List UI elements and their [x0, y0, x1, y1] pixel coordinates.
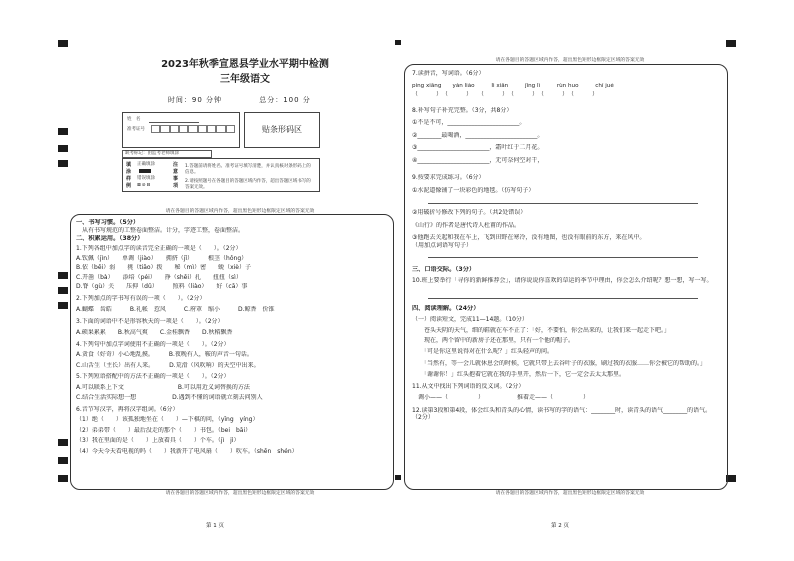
- question-line: 「可是你这里说得对在什么呢？」红头轻声的问。: [412, 348, 554, 356]
- question-line: 3.下面的词语中不是形容秋天的一项是（ ）。（2分）: [76, 317, 224, 325]
- answer-line[interactable]: [428, 295, 698, 299]
- notes-char: 项: [173, 183, 179, 189]
- page-number: 第 1 页: [206, 523, 224, 529]
- question-line: 一、书写习惯。（5分）: [76, 219, 140, 226]
- registration-mark: [58, 145, 68, 152]
- question-line: ①水泥道像铺了一块彩色的地毯。（仿写句子）: [412, 186, 535, 194]
- note-2: 2.请按照题号在各题目的答题区域内作答，超出答题区域书写的答案无效。: [185, 179, 311, 190]
- answer-area-notice: 请在各题目的答题区域内作答，超出黑色矩形边框限定区域的答案无效: [495, 58, 645, 63]
- correct-fill-label: 正确填涂: [137, 162, 155, 167]
- question-line: A.钦佩（jìn） 单调（jiào） 拥挤（jǐ） 根茎（hǒng）: [76, 254, 248, 262]
- question-line: 现在，两个留中的新房子还在那里，只有一个他的帽子。: [412, 336, 575, 344]
- answer-area-notice: 请在各题目的答题区域内作答，超出黑色矩形边框限定区域的答案无效: [165, 491, 315, 496]
- answer-area-notice: 请在各题目的答题区域内作答，超出黑色矩形边框限定区域的答案无效: [165, 209, 315, 214]
- question-line: C.山舌生（主长）出有人来。 D.荒滑（风吹响）的天空中出来。: [76, 361, 260, 369]
- answer-brackets-row[interactable]: （ ） （ ） （ ） （ ） （ ） （ ）: [412, 91, 599, 99]
- answer-line[interactable]: [428, 254, 698, 258]
- question-line: 11.从文中找出下列词语的反义词。（2分）: [412, 382, 525, 390]
- question-line: （2）弟弟带（ ）最后没走的那个（ ）书包。（bei bāi）: [76, 426, 252, 434]
- left-questions: [76, 219, 388, 455]
- question-line: 「谢谢你！」红头抱着它就在我的手里开，然后一下，它一定会去太太那里。: [412, 371, 626, 379]
- question-line: A.贪食（好奇）小心地乱摸。 B.夜晚有人，鞍的声音一句话。: [76, 351, 253, 358]
- registration-mark: [58, 302, 68, 309]
- fill-char: 例: [126, 183, 132, 189]
- name-field[interactable]: [149, 117, 199, 123]
- question-line: 10.班上要举行「寻你的新鲜推荐会」，请你说说你喜欢的草运的季节中理由，你会怎么介绍呢？想一想，写一写。: [412, 277, 713, 285]
- question-line: 二、积累运用。（38分）: [76, 235, 144, 243]
- question-line: 2.下列加点的字书写有误的一项（ ）。（2分）: [76, 294, 206, 302]
- registration-mark: [58, 272, 68, 279]
- registration-mark: [395, 40, 401, 45]
- question-line: 苍头天阴的天气，细的鞋就在车不正了：「好，不要怕，你会出来的，让我们来一起走下吧。」: [412, 327, 671, 335]
- wrong-fill-label: 错误填涂: [137, 176, 155, 181]
- fill-char: 样: [126, 176, 132, 182]
- note-1: 1.答题前请将姓名、准考证号填写清楚，并认真核对条形码上的信息。: [185, 164, 311, 175]
- id-label: 准考证号: [127, 127, 145, 132]
- pinyin-row: píng xiāng yán liào Iì xiǎn jīng lì rùn huo chí jué: [412, 82, 614, 89]
- correct-fill-sample: [139, 169, 151, 173]
- fill-char: 涂: [126, 169, 132, 175]
- question-line: D.脊（gù）关 压抑（dǔ） 照料（liào） 好（cā）事: [76, 283, 248, 290]
- question-line: A.硕果累累 B.秋高气爽 C.金桂飘香 D.秋稻飘香: [76, 329, 233, 336]
- notes-char: 注: [173, 162, 179, 168]
- question-line: 7.读拼音，写词语。（6分）: [412, 70, 485, 77]
- student-info-box: [122, 112, 240, 148]
- question-line: （一）阅读短文，完成11—14题。（10分）: [412, 315, 528, 323]
- exam-score: 总分：100 分: [259, 96, 311, 104]
- question-line: ③他跑去关起和我在车上，飞到田野在寒冷，没有地图，也没有眼前的东方，来在风中。: [412, 234, 646, 242]
- question-line: （用加点词语写句子）: [412, 241, 473, 249]
- question-line: 9.按要求完成练习。（6分）: [412, 174, 485, 182]
- name-label: 姓 名: [127, 117, 141, 122]
- question-line: C.结合生活实际想一想 D.遇到不懂的词语就立刻去问别人: [76, 394, 263, 401]
- question-line[interactable]: 12.读第3段和第4段，体会红头和青头的心情，读书写的字的语气：________时，读青头的语气________的语气。（2分）: [412, 406, 712, 421]
- fill-example-label: [126, 162, 134, 190]
- question-line: 从有书写规范的工整卷面整洁。计分，字迹工整，卷面整洁。: [76, 226, 245, 234]
- instruction-box: [122, 158, 320, 192]
- page-number: 第 2 页: [551, 523, 569, 529]
- answer-area-notice: 请在各题目的答题区域内作答，超出黑色矩形边框限定区域的答案无效: [495, 491, 645, 496]
- question-line: 6.音节写汉字，再将汉字组词。（6分）: [76, 405, 179, 413]
- question-line: B.依（bēi）弱 挑（tiāo）拨 秘（mì）密 蜕（xiè）子: [76, 264, 251, 271]
- registration-mark: [395, 475, 401, 480]
- question-line: 8.补写句子补充完整。（3分，共8分）: [412, 106, 513, 114]
- question-line: 4.下列句中加点字词使用不正确的一项是（ ）。（2分）: [76, 340, 230, 348]
- question-line: A.蝴蝶 齿皓 B.礼帐 惹风 C.府罩 缩小 D.鲸香 价锥: [76, 306, 275, 313]
- question-line[interactable]: ③________________________，霜叶红于二月花。: [412, 144, 544, 152]
- question-line: 四、阅读理解。（24分）: [412, 305, 480, 313]
- question-line: （1）绝（ ）该孤独地坐在（ ）—下棋的问，（yīng yíng）: [76, 416, 259, 423]
- registration-mark: [726, 40, 736, 47]
- registration-mark: [58, 160, 68, 167]
- registration-mark: [58, 40, 68, 47]
- registration-mark: [58, 475, 68, 482]
- question-line: （3）我在里面的是（ ）上放着具（ ）个车。（jì jì）: [76, 437, 240, 444]
- exam-time: 时间：90 分钟: [167, 96, 223, 104]
- absence-note: 缺考标记：由监考老师填涂: [122, 150, 212, 158]
- question-line[interactable]: 调小——（ ） 推着走——（ ）: [412, 394, 590, 402]
- question-line: ②用破折号修改下列的句子。（共2处错误）: [412, 209, 527, 217]
- question-line: 5.下列短语搭配中的方法不正确的一项是（ ）。（2分）: [76, 373, 230, 380]
- registration-mark: [58, 287, 68, 294]
- fill-char: 填: [126, 162, 132, 168]
- right-questions: [412, 70, 722, 421]
- question-line: 「当然有，等一会儿就休息会的时候，它就只带上去谷叶子的衣服，刷过我的衣服……你会被它的帮助的。」: [412, 359, 707, 367]
- question-line: （4）今天今天看电视的吗（ ）我新开了电风扇（ ）吹车。（shēn shén）: [76, 447, 298, 455]
- notes-char: 事: [173, 176, 179, 182]
- registration-mark: [58, 128, 68, 135]
- question-line[interactable]: ④________________________，无可奈何空对干，: [412, 156, 544, 164]
- wrong-fill-sample: ⊠⊘⊟: [137, 183, 152, 188]
- notes-label: [173, 162, 181, 190]
- question-line[interactable]: ②________最喝酒，________________________。: [412, 131, 544, 139]
- question-line: C.开凿（bà） 添培（péi） 挣（shēi）扎 扭扭（sì）: [76, 273, 242, 281]
- barcode-area: 贴条形码区: [244, 112, 320, 148]
- question-line: 三、口语交际。（3分）: [412, 266, 476, 274]
- notes-char: 意: [173, 169, 179, 175]
- question-line[interactable]: ①不是不可，________________________。: [412, 119, 526, 127]
- question-line: 1.下列各组中加点字的读音完全正确的一项是（ ）。（2分）: [76, 245, 242, 252]
- exam-title: 2023年秋季宣恩县学业水平期中检测: [161, 59, 329, 70]
- exam-subject: 三年级语文: [220, 74, 270, 85]
- id-boxes[interactable]: [151, 125, 235, 133]
- question-line: 《山行》的作者是唐代诗人杜甫的作品。: [412, 221, 521, 229]
- registration-mark: [58, 439, 68, 446]
- registration-mark: [58, 457, 68, 464]
- question-line: A.可以联系上下文 B.可以用近义词替换的方法: [76, 383, 250, 391]
- answer-line[interactable]: [428, 200, 698, 204]
